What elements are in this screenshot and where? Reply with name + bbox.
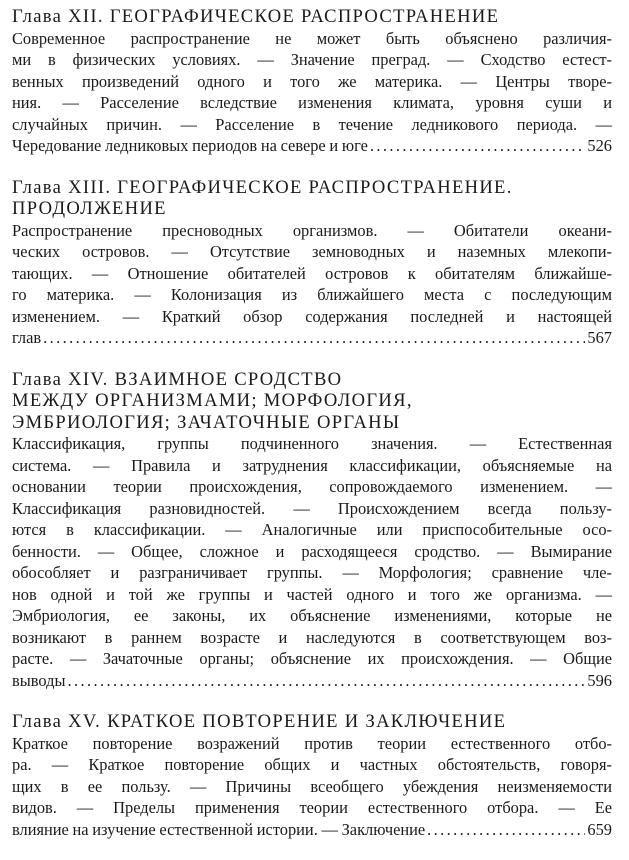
page-number: 567 — [587, 328, 612, 347]
summary-line-text: влияние на изучение естественной истории. — Заключение — [12, 819, 426, 839]
summary-line: изменением. — Краткий обзор содержания последней и настоящей — [12, 306, 612, 326]
summary-line: Классификация разновидностей. — Происхождением всегда пользу- — [12, 498, 612, 518]
chapter-12 — [12, 6, 612, 157]
page-number: 659 — [587, 819, 612, 839]
summary-last-line — [12, 327, 612, 349]
summary-line: щих в ее пользу. — Причины всеобщего убеждения неизменяемости — [12, 776, 612, 796]
chapter-title: Глава XIII. ГЕОГРАФИЧЕСКОЕ РАСПРОСТРАНЕНИЕ. ПРОДОЛЖЕНИЕ — [12, 176, 513, 219]
summary-line-text: глав — [12, 328, 42, 347]
chapter-15 — [12, 711, 612, 840]
page-number: 526 — [587, 136, 612, 155]
summary-line: Классификация, группы подчиненного значения. — Естественная — [12, 434, 612, 453]
summary-line: бенности. — Общее, сложное и расходящееся сродство. — Вымирание — [12, 541, 612, 561]
chapter-title: Глава XII. ГЕОГРАФИЧЕСКОЕ РАСПРОСТРАНЕНИЕ — [12, 6, 500, 27]
table-of-contents — [12, 6, 612, 860]
summary-line: основании теории происхождения, сопровождаемого изменением. — — [12, 477, 612, 496]
summary-line: Распространение пресноводных организмов. — Обитатели океани- — [12, 220, 612, 240]
summary-line: видов. — Пределы применения теории естественного отбора. — Ее — [12, 798, 612, 817]
summary-line-text: выводы — [12, 670, 66, 690]
chapter-summary — [12, 733, 612, 841]
dot-leader — [67, 670, 585, 692]
summary-line: случайных причин. — Расселение в течение ледникового периода. — — [12, 114, 612, 134]
summary-line: обособляет и разграничивает группы. — Морфология; сравнение чле- — [12, 563, 612, 582]
summary-line: го материка. — Колонизация из ближайшего места с последующим — [12, 285, 612, 304]
dot-leader — [370, 135, 586, 157]
summary-line: тающих. — Отношение обитателей островов к обитателям ближайше- — [12, 263, 612, 283]
chapter-summary — [12, 220, 612, 349]
summary-line: ются в классификации. — Аналогичные или приспособительные осо- — [12, 520, 612, 539]
summary-line: расте. — Зачаточные органы; объяснение их происхождения. — Общие — [12, 649, 612, 668]
summary-line: Краткое повторение возражений против теории естественного отбо- — [12, 733, 612, 753]
page-number: 596 — [587, 670, 612, 690]
chapter-13 — [12, 177, 612, 349]
summary-line: Эмбриология, ее законы, их объяснение изменениями, которые не — [12, 606, 612, 625]
summary-line: ми в физических условиях. — Значение преград. — Сходство естест- — [12, 50, 612, 69]
summary-line: ческих островов. — Отсутствие земноводных и наземных млекопи- — [12, 242, 612, 261]
summary-line: система. — Правила и затруднения классификации, объясняемые на — [12, 455, 612, 475]
chapter-summary — [12, 433, 612, 691]
dot-leader — [43, 327, 585, 349]
chapter-title: Глава XIV. ВЗАИМНОЕ СРОДСТВО МЕЖДУ ОРГАНИЗМАМИ; МОРФОЛОГИЯ, ЭМБРИОЛОГИЯ; ЗАЧАТОЧНЫЕ ОРГАНЫ — [12, 368, 413, 433]
summary-last-line — [12, 670, 612, 692]
dot-leader — [427, 819, 585, 841]
chapter-14 — [12, 369, 612, 692]
summary-last-line — [12, 819, 612, 841]
summary-last-line — [12, 135, 612, 157]
summary-line: ра. — Краткое повторение общих и частных обстоятельств, говоря- — [12, 755, 612, 774]
chapter-summary — [12, 28, 612, 157]
summary-line: возникают в раннем возрасте и наследуются в соответствующем воз- — [12, 627, 612, 647]
chapter-title: Глава XV. КРАТКОЕ ПОВТОРЕНИЕ И ЗАКЛЮЧЕНИЕ — [12, 711, 507, 732]
summary-line-text: Чередование ледниковых периодов на севере и юге — [12, 136, 368, 155]
summary-line: Современное распространение не может быть объяснено различия- — [12, 28, 612, 48]
summary-line: венных произведений одного и того же материка. — Центры творе- — [12, 71, 612, 91]
summary-line: нов одной и той же группы и частей одного и того же организма. — — [12, 584, 612, 604]
summary-line: ния. — Расселение вследствие изменения климата, уровня суши и — [12, 93, 612, 112]
